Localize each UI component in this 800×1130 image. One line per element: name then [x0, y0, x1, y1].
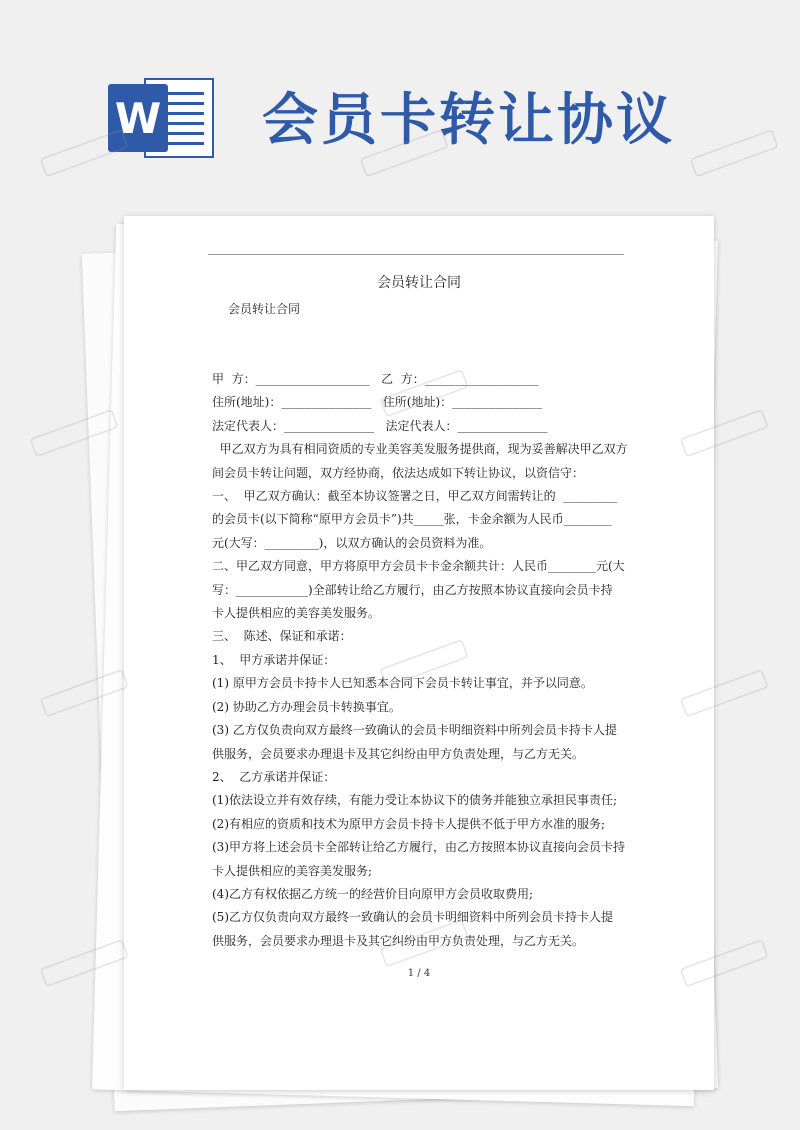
document-line: 三、 陈述、保证和承诺： — [212, 629, 352, 644]
document-body — [212, 368, 628, 953]
header — [0, 0, 800, 200]
document-line: 供服务，会员要求办理退卡及其它纠纷由甲方负责处理，与乙方无关。 — [212, 933, 585, 948]
document-line: 一、 甲乙双方确认：截至本协议签署之日，甲乙双方间需转让的 _________ — [212, 489, 618, 504]
document-line: 卡人提供相应的美容美发服务; — [212, 863, 373, 878]
document-line: (4)乙方有权依据乙方统一的经营价目向原甲方会员收取费用; — [212, 886, 534, 901]
document-line: 1、 甲方承诺并保证： — [212, 652, 336, 667]
document-line: (5)乙方仅负责向双方最终一致确认的会员卡明细资料中所列会员卡持卡人提 — [212, 910, 614, 925]
document-subtitle: 会员转让合同 — [228, 302, 301, 316]
document-line: (3) 乙方仅负责向双方最终一致确认的会员卡明细资料中所列会员卡持卡人提 — [212, 723, 617, 738]
document-line: 供服务，会员要求办理退卡及其它纠纷由甲方负责处理，与乙方无关。 — [212, 746, 585, 761]
word-document-icon — [108, 74, 216, 162]
document-line: 卡人提供相应的美容美发服务。 — [212, 606, 381, 621]
document-line: 写：____________)全部转让给乙方履行，由乙方按照本协议直接向会员卡持 — [212, 582, 613, 597]
document-line: 的会员卡(以下简称“原甲方会员卡”)共_____张，卡金余额为人民币________ — [212, 512, 612, 527]
document-line: 间会员卡转让问题，双方经协商，依法达成如下转让协议，以资信守： — [212, 465, 585, 480]
document-line: 二、甲乙双方同意，甲方将原甲方会员卡卡金余额共计：人民币________元(大 — [212, 559, 625, 574]
document-line: 2、 乙方承诺并保证： — [212, 769, 336, 784]
document-line: (3)甲方将上述会员卡全部转让给乙方履行，由乙方按照本协议直接向会员卡持 — [212, 840, 626, 855]
document-line: 元(大写：_________)，以双方确认的会员资料为准。 — [212, 535, 492, 550]
document-line: (2)有相应的资质和技术为原甲方会员卡持卡人提供不低于甲方水准的服务; — [212, 816, 606, 831]
document-line: (1)依法设立并有效存续，有能力受让本协议下的债务并能独立承担民事责任; — [212, 793, 618, 808]
document-line: 法定代表人：_______________ 法定代表人：_______________ — [212, 418, 548, 433]
header-rule — [208, 254, 624, 255]
document-line: 住所(地址)：_______________ 住所(地址)：_______________ — [212, 395, 543, 410]
document-line: 甲乙双方为具有相同资质的专业美容美发服务提供商，现为妥善解决甲乙双方 — [212, 442, 628, 457]
document-line: (2) 协助乙方办理会员卡转换事宜。 — [212, 699, 401, 714]
word-letter-tile — [108, 84, 168, 152]
document-line: 甲 方：___________________ 乙 方：___________________ — [212, 372, 539, 386]
document-title: 会员转让合同 — [377, 275, 461, 291]
document-line: (1) 原甲方会员卡持卡人已知悉本合同下会员卡转让事宜，并予以同意。 — [212, 676, 593, 691]
page-number: 1 / 4 — [407, 968, 431, 979]
document-page — [124, 216, 714, 1090]
word-letter: W — [114, 94, 162, 143]
page-title: 会员卡转让协议 — [262, 88, 675, 153]
